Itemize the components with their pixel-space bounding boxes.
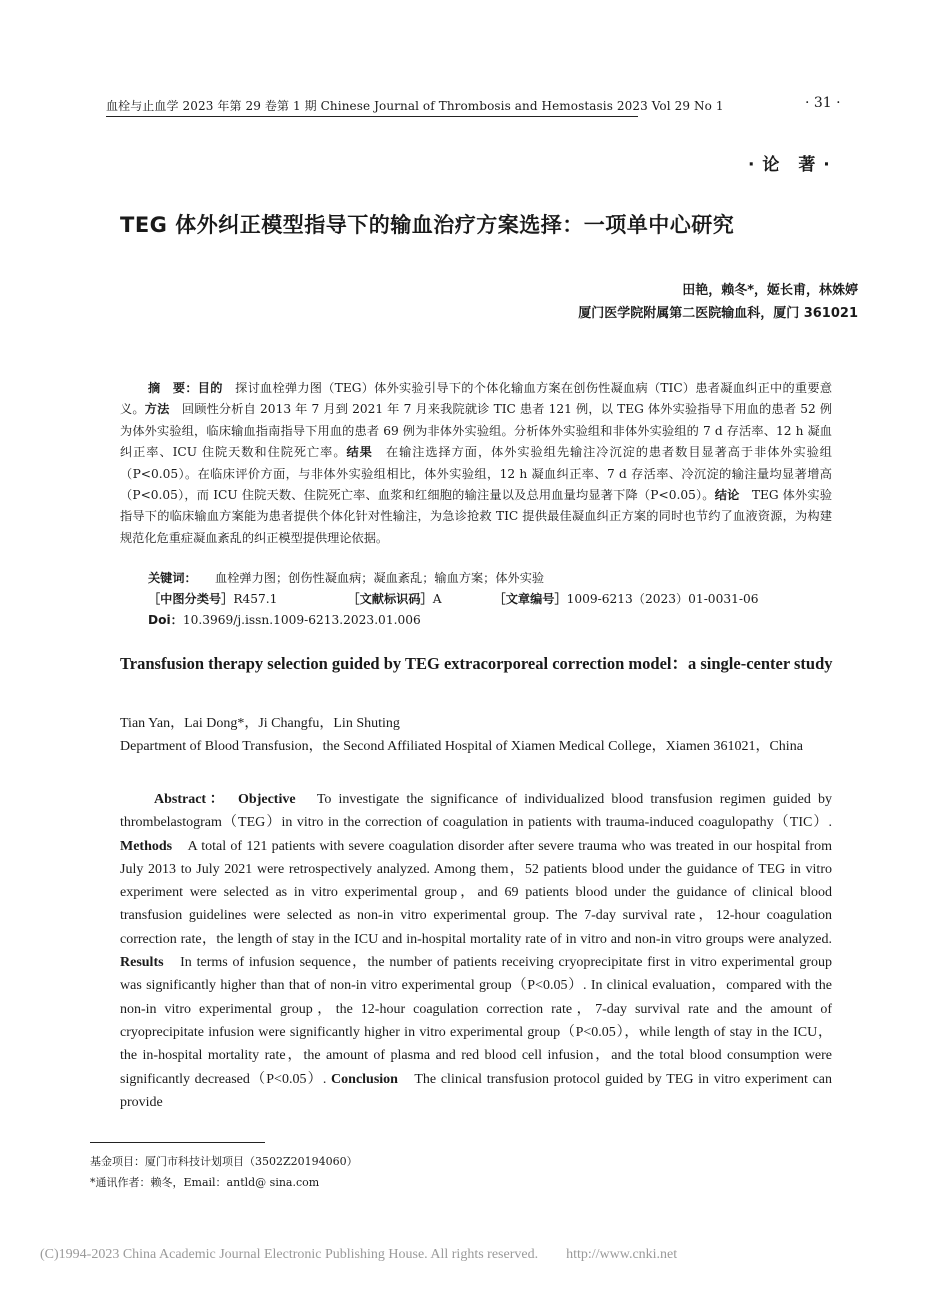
results-en-label: Results xyxy=(120,955,164,971)
doc-code-label: ［文献标识码］ xyxy=(347,592,433,606)
methods-en: A total of 121 patients with severe coagulation disorder after severe trauma who was treated in our hospital from July 2013 to July 2021 were retrospectively analyzed. Among them，52 patients blood under the guidance of TEG in vitro experiment were selected as in vitro experimental group，and 69 patients blood under the guidance of clinical blood transfusion guidelines were selected as non-in vitro experimental group. The 7-day survival rate，12-hour coagulation correction rate，the length of stay in the ICU and in-hospital mortality rate of in vitro and non-in vitro groups were analyzed. xyxy=(120,838,832,947)
title-en: Transfusion therapy selection guided by TEG extracorporeal correction model：a single-center study xyxy=(120,654,833,673)
authors-zh: 田艳，赖冬*，姬长甫，林姝婷 xyxy=(682,283,858,298)
corresponding-footnote: *通讯作者：赖冬，Email：antld@ sina.com xyxy=(90,1176,320,1189)
article-no-label: ［文章编号］ xyxy=(493,592,567,606)
classification-line xyxy=(148,590,758,607)
keywords xyxy=(148,569,544,586)
results-en: In terms of infusion sequence，the number of patients receiving cryoprecipitate first in vitro experimental group was significantly higher than that of non-in vitro experimental group（P<0.05）. In clinical evaluation，compared with the non-in vitro experimental group，the 12-hour coagulation correction rate，7-day survival rate and the amount of cryoprecipitate infusion were significantly higher in vitro experimental group（P<0.05），while length of stay in the ICU，the in-hospital mortality rate，the amount of plasma and red blood cell infusion，and the total blood consumption were significantly decreased（P<0.05）. xyxy=(120,955,833,1087)
title-zh: TEG 体外纠正模型指导下的输血治疗方案选择：一项单中心研究 xyxy=(120,213,735,237)
conclusion-en: The clinical transfusion protocol guided by TEG in vitro experiment can provide xyxy=(120,1071,832,1110)
objective-zh: 探讨血栓弹力图（TEG）体外实验引导下的个体化输血方案在创伤性凝血病（TIC）患者凝血纠正中的重要意义。 xyxy=(120,381,833,417)
methods-zh-label: 方法 xyxy=(144,402,170,417)
objective-en-label: Objective xyxy=(238,792,296,807)
clc-value: R457.1 xyxy=(233,592,278,606)
abstract-zh-label: 摘 要： xyxy=(148,381,198,395)
clc-label: ［中图分类号］ xyxy=(148,592,234,606)
conclusion-zh: TEG 体外实验指导下的临床输血方案能为患者提供个体化针对性输注，为急诊抢救 TIC 提供最佳凝血纠正方案的同时也节约了血液资源，为构建规范化危重症凝血紊乱的纠正模型提供理论依据。 xyxy=(120,488,833,545)
copyright-notice: (C)1994-2023 China Academic Journal Electronic Publishing House. All rights reserved. http://www.cnki.net xyxy=(40,1247,678,1262)
doi xyxy=(148,611,421,628)
results-zh-label: 结果 xyxy=(346,445,373,460)
affiliation-en: Department of Blood Transfusion，the Second Affiliated Hospital of Xiamen Medical College，Xiamen 361021，China xyxy=(120,739,803,754)
abstract-en-label: Abstract： xyxy=(154,792,221,807)
authors-en: Tian Yan，Lai Dong*，Ji Changfu，Lin Shuting xyxy=(120,716,400,731)
journal-header: 血栓与止血学 2023 年第 29 卷第 1 期 Chinese Journal of Thrombosis and Hemostasis 2023 Vol 29 No 1 xyxy=(106,99,724,113)
funding-footnote: 基金项目：厦门市科技计划项目（3502Z20194060） xyxy=(90,1155,358,1168)
abstract-zh xyxy=(120,378,832,549)
header-rule xyxy=(106,116,638,117)
objective-en: To investigate the significance of individualized blood transfusion regimen guided by thrombelastogram（TEG）in vitro in the correction of coagulation in patients with trauma-induced coagulopathy（TIC）. xyxy=(120,792,832,831)
doi-value[interactable]: 10.3969/j.issn.1009-6213.2023.01.006 xyxy=(182,613,421,627)
results-zh: 在输注选择方面，体外实验组先输注冷沉淀的患者数目显著高于非体外实验组（P<0.05）。在临床评价方面，与非体外实验组相比，体外实验组，12 h 凝血纠正率、7 d 存活率、冷沉淀的输注量均显著增高（P<0.05），而 ICU 住院天数、住院死亡率、血浆和红细胞的输注量以及总用血量均显著下降（P<0.05）。 xyxy=(120,445,832,503)
methods-zh: 回顾性分析自 2013 年 7 月到 2021 年 7 月来我院就诊 TIC 患者 121 例，以 TEG 体外实验指导下用血的患者 52 例为体外实验组，临床输血指南指导下用血的患者 69 例为非体外实验组。分析体外实验组和非体外实验组的 7 d 存活率、12 h 凝血纠正率、ICU 住院天数和住院死亡率。 xyxy=(120,402,833,460)
article-no-value: 1009-6213（2023）01-0031-06 xyxy=(566,592,759,606)
conclusion-en-label: Conclusion xyxy=(331,1071,398,1087)
footnote-rule xyxy=(90,1142,265,1143)
page-number: · 31 · xyxy=(805,95,841,111)
objective-zh-label: 目的 xyxy=(197,381,223,395)
doc-code-value: A xyxy=(432,592,442,606)
section-label: · 论 著 · xyxy=(748,155,831,175)
keywords-label: 关键词： xyxy=(148,571,191,585)
keywords-value: 血栓弹力图；创伤性凝血病；凝血紊乱；输血方案；体外实验 xyxy=(215,571,545,585)
conclusion-zh-label: 结论 xyxy=(714,488,740,503)
methods-en-label: Methods xyxy=(120,838,173,854)
doi-label: Doi： xyxy=(148,613,183,627)
abstract-en xyxy=(120,788,832,1114)
affiliation-zh: 厦门医学院附属第二医院输血科，厦门 361021 xyxy=(578,306,858,321)
